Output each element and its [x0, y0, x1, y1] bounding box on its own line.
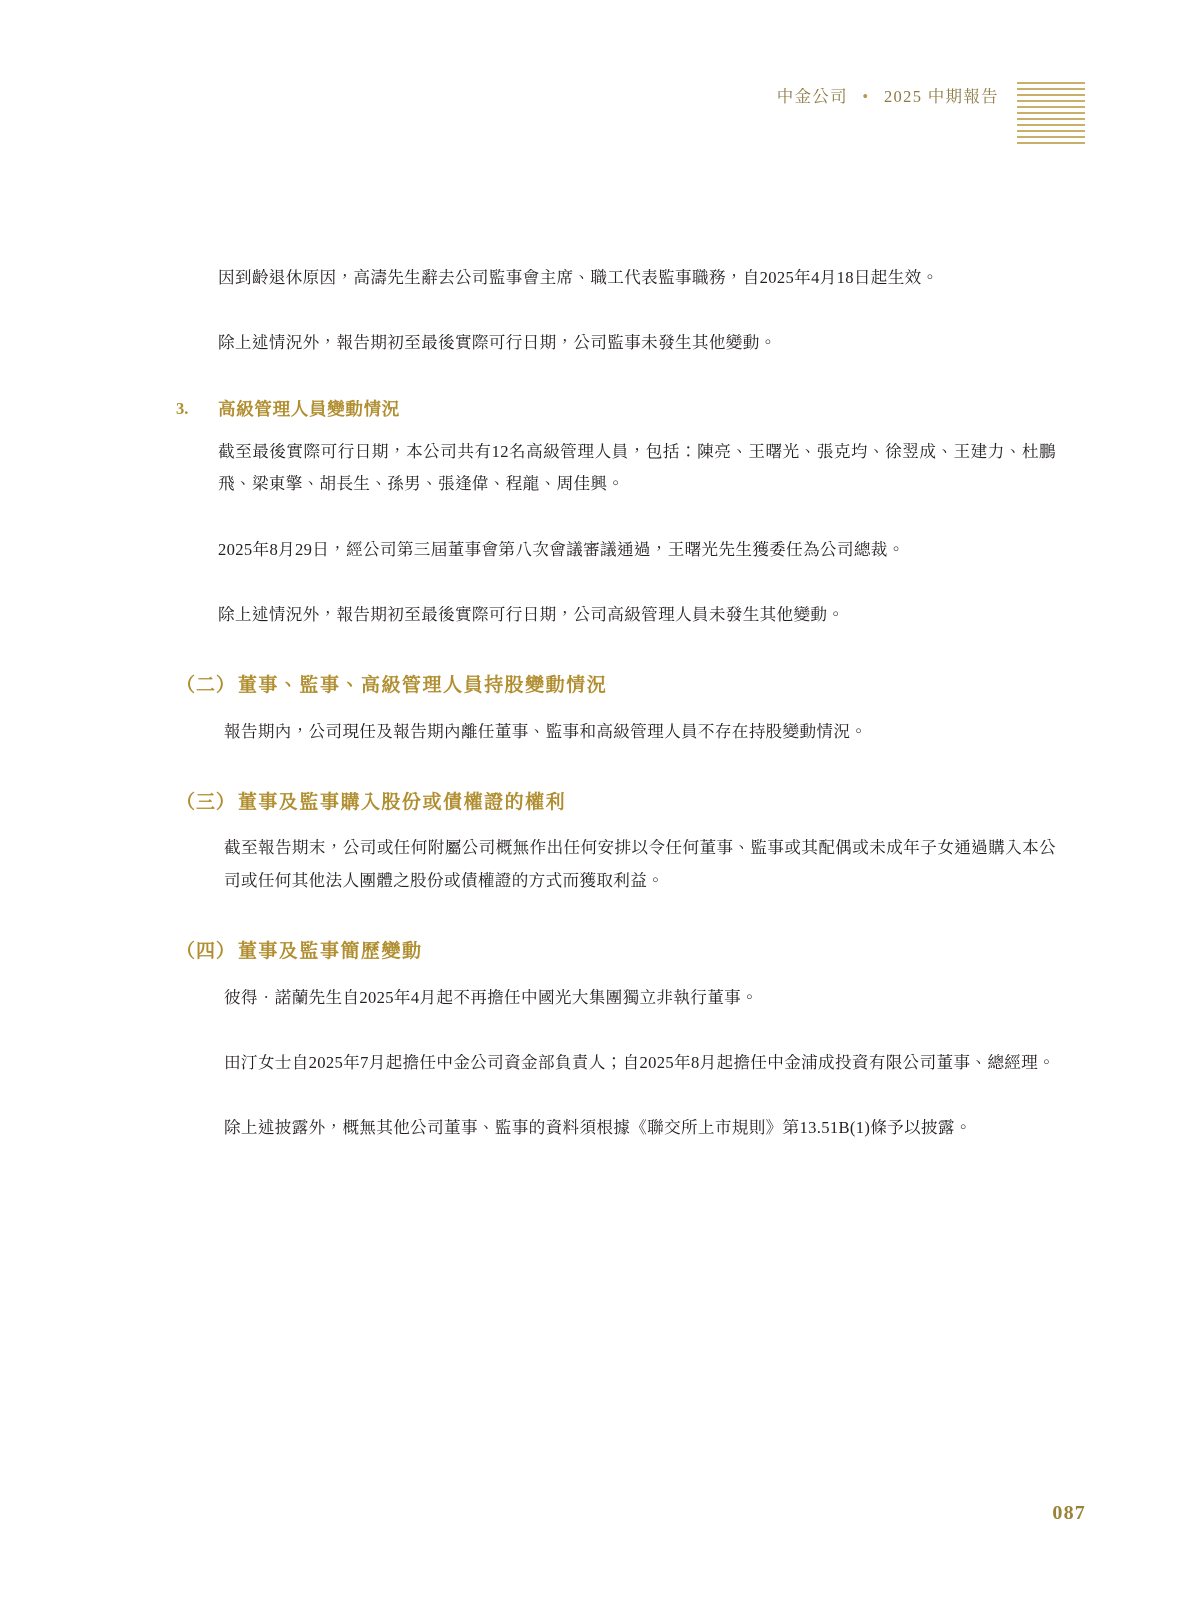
section-3-body [176, 436, 1056, 631]
paragraph-tian-ting: 田汀女士自2025年7月起擔任中金公司資金部負責人；自2025年8月起擔任中金浦成投資有限公司董事、總經理。 [224, 1052, 1056, 1072]
paragraph-peter-nolan: 彼得‧諾蘭先生自2025年4月起不再擔任中國光大集團獨立非執行董事。 [224, 987, 758, 1007]
page-number: 087 [1052, 1502, 1086, 1524]
heading-section-three [176, 788, 1056, 818]
header-decorative-lines-icon [1017, 82, 1085, 144]
header-separator-dot: • [862, 87, 870, 106]
heading-section-two [176, 671, 1056, 701]
section-3-title: 高級管理人員變動情況 [218, 398, 400, 419]
heading-section-four-text: 董事及監事簡歷變動 [237, 941, 423, 963]
section-four-body [176, 982, 1056, 1145]
section-three-body [176, 832, 1056, 897]
paragraph-disclosure-rule: 除上述披露外，概無其他公司董事、監事的資料須根據《聯交所上市規則》第13.51B(1)條予以披露。 [224, 1118, 972, 1138]
heading-section-three-text: 董事及監事購入股份或債權證的權利 [237, 792, 567, 814]
heading-section-four [176, 937, 1056, 967]
paragraph-senior-management-no-change: 除上述情況外，報告期初至最後實際可行日期，公司高級管理人員未發生其他變動。 [218, 604, 845, 624]
header-title [777, 82, 999, 106]
document-body [176, 262, 1056, 1178]
section-3-heading [176, 393, 1056, 426]
paragraph-shareholding-change: 報告期內，公司現任及報告期內離任董事、監事和高級管理人員不存在持股變動情況。 [224, 721, 868, 741]
page-header [777, 82, 1085, 144]
heading-section-four-number: （四） [176, 941, 236, 963]
paragraph-ceo-appointment: 2025年8月29日，經公司第三屆董事會第八次會議審議通過，王曙光先生獲委任為公司總裁。 [218, 539, 905, 559]
header-report: 2025 中期報告 [883, 87, 999, 106]
heading-section-three-number: （三） [176, 792, 236, 814]
section-two-body [176, 716, 1056, 748]
paragraph-right-to-acquire-shares: 截至報告期末，公司或任何附屬公司概無作出任何安排以令任何董事、監事或其配偶或未成年子女通過購入本公司或任何其他法人團體之股份或債權證的方式而獲取利益。 [224, 838, 1056, 890]
paragraph-supervisor-no-change: 除上述情況外，報告期初至最後實際可行日期，公司監事未發生其他變動。 [218, 333, 777, 353]
heading-section-two-text: 董事、監事、高級管理人員持股變動情況 [237, 675, 608, 697]
paragraph-retirement-notice: 因到齡退休原因，高濤先生辭去公司監事會主席、職工代表監事職務，自2025年4月18日起生效。 [218, 268, 939, 287]
header-company: 中金公司 [776, 87, 848, 106]
paragraph-senior-management-list: 截至最後實際可行日期，本公司共有12名高級管理人員，包括：陳亮、王曙光、張克均、徐翌成、王建力、杜鵬飛、梁東擎、胡長生、孫男、張逢偉、程龍、周佳興。 [218, 441, 1056, 494]
heading-section-two-number: （二） [176, 675, 236, 697]
section-3-number: 3. [176, 398, 189, 418]
